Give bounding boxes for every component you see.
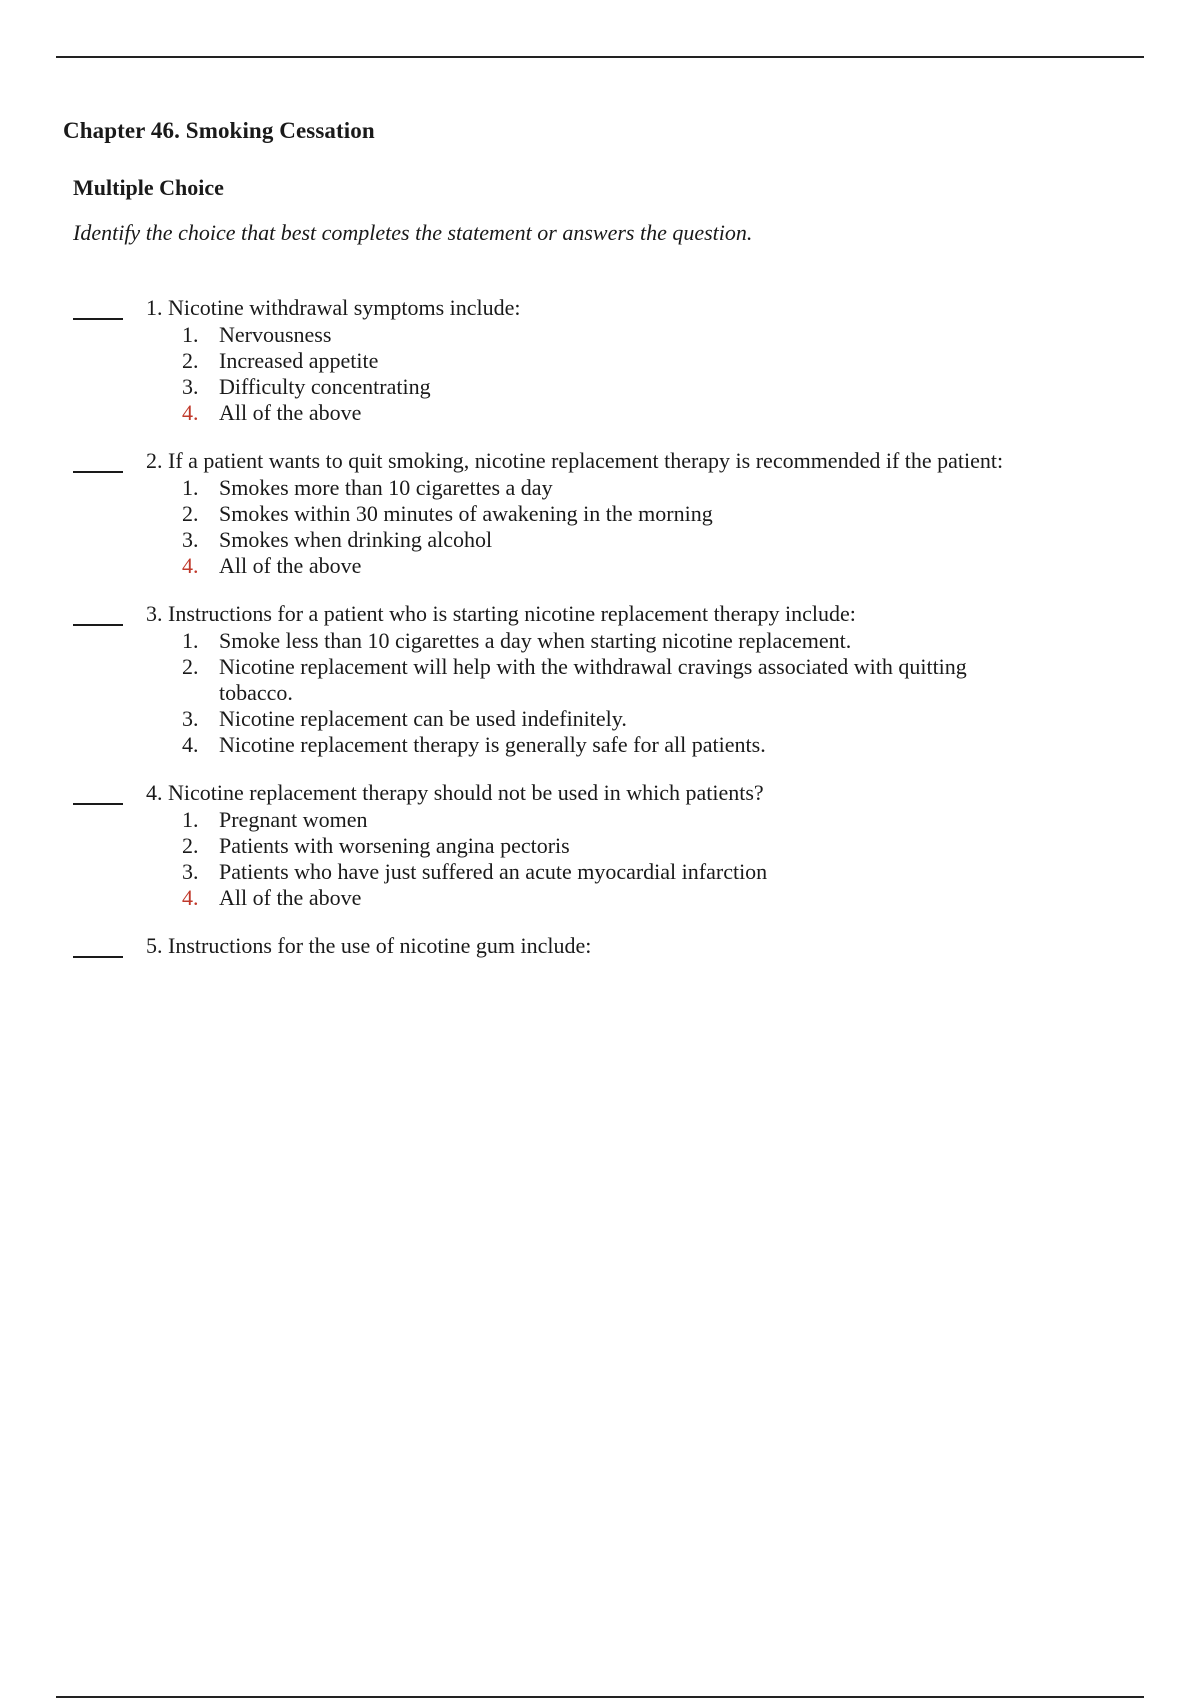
choice-item: [0, 400, 1200, 426]
answer-blank[interactable]: [73, 624, 123, 626]
choice-text: Pregnant women: [219, 807, 368, 832]
question-3: [0, 600, 1200, 758]
choice-item: [0, 706, 1200, 732]
chapter-title: Chapter 46. Smoking Cessation: [63, 118, 375, 143]
instructions-text: Identify the choice that best completes the statement or answers the question.: [73, 220, 753, 245]
choice-text: Difficulty concentrating: [219, 374, 431, 399]
choice-text: Smokes when drinking alcohol: [219, 527, 493, 552]
choice-text: Nicotine replacement will help with the withdrawal cravings associated with quitting tobacco.: [219, 654, 967, 705]
choice-item: [0, 475, 1200, 501]
choice-text: Patients who have just suffered an acute myocardial infarction: [219, 859, 768, 884]
section-heading: Multiple Choice: [73, 175, 224, 200]
choice-item: [0, 348, 1200, 374]
question-1: [0, 294, 1200, 426]
choice-text: Smokes more than 10 cigarettes a day: [219, 475, 553, 500]
choice-text: All of the above: [219, 885, 362, 910]
question-stem: 3. Instructions for a patient who is starting nicotine replacement therapy include:: [146, 601, 856, 626]
question-4: [0, 779, 1200, 911]
choice-text: All of the above: [219, 553, 362, 578]
choice-list: [0, 628, 1200, 758]
choice-item: [0, 374, 1200, 400]
choice-list: [0, 807, 1200, 911]
choice-number: 3.: [182, 527, 199, 552]
choice-text: All of the above: [219, 400, 362, 425]
question-stem: 5. Instructions for the use of nicotine gum include:: [146, 933, 592, 958]
choice-number: 1.: [182, 322, 199, 347]
choice-list: [0, 322, 1200, 426]
choice-text: Increased appetite: [219, 348, 379, 373]
choice-item: [0, 654, 1200, 706]
choice-list: [0, 475, 1200, 579]
choice-text: Nervousness: [219, 322, 332, 347]
answer-blank[interactable]: [73, 803, 123, 805]
choice-number: 4.: [182, 732, 199, 757]
question-stem: 1. Nicotine withdrawal symptoms include:: [146, 295, 521, 320]
choice-number: 4.: [182, 885, 199, 910]
choice-number: 3.: [182, 859, 199, 884]
bottom-rule: [56, 1696, 1144, 1698]
question-2: [0, 447, 1200, 579]
choice-item: [0, 885, 1200, 911]
choice-number: 2.: [182, 654, 199, 679]
question-5: [0, 932, 1200, 960]
choice-item: [0, 322, 1200, 348]
choice-item: [0, 628, 1200, 654]
choice-item: [0, 553, 1200, 579]
choice-item: [0, 732, 1200, 758]
question-stem: 2. If a patient wants to quit smoking, nicotine replacement therapy is recommended if the patient:: [146, 448, 1004, 473]
choice-number: 2.: [182, 501, 199, 526]
choice-item: [0, 859, 1200, 885]
choice-text: Patients with worsening angina pectoris: [219, 833, 570, 858]
choice-item: [0, 807, 1200, 833]
choice-item: [0, 501, 1200, 527]
choice-number: 4.: [182, 553, 199, 578]
choice-number: 1.: [182, 807, 199, 832]
choice-text: Smoke less than 10 cigarettes a day when starting nicotine replacement.: [219, 628, 852, 653]
choice-number: 2.: [182, 833, 199, 858]
choice-item: [0, 833, 1200, 859]
answer-blank[interactable]: [73, 318, 123, 320]
choice-text: Smokes within 30 minutes of awakening in the morning: [219, 501, 713, 526]
choice-number: 3.: [182, 706, 199, 731]
answer-blank[interactable]: [73, 471, 123, 473]
choice-number: 1.: [182, 628, 199, 653]
question-list: [0, 294, 1200, 981]
choice-number: 4.: [182, 400, 199, 425]
top-rule: [56, 56, 1144, 58]
choice-number: 1.: [182, 475, 199, 500]
choice-number: 2.: [182, 348, 199, 373]
choice-text: Nicotine replacement therapy is generally safe for all patients.: [219, 732, 766, 757]
choice-text: Nicotine replacement can be used indefinitely.: [219, 706, 627, 731]
answer-blank[interactable]: [73, 956, 123, 958]
question-stem: 4. Nicotine replacement therapy should not be used in which patients?: [146, 780, 764, 805]
choice-number: 3.: [182, 374, 199, 399]
choice-item: [0, 527, 1200, 553]
